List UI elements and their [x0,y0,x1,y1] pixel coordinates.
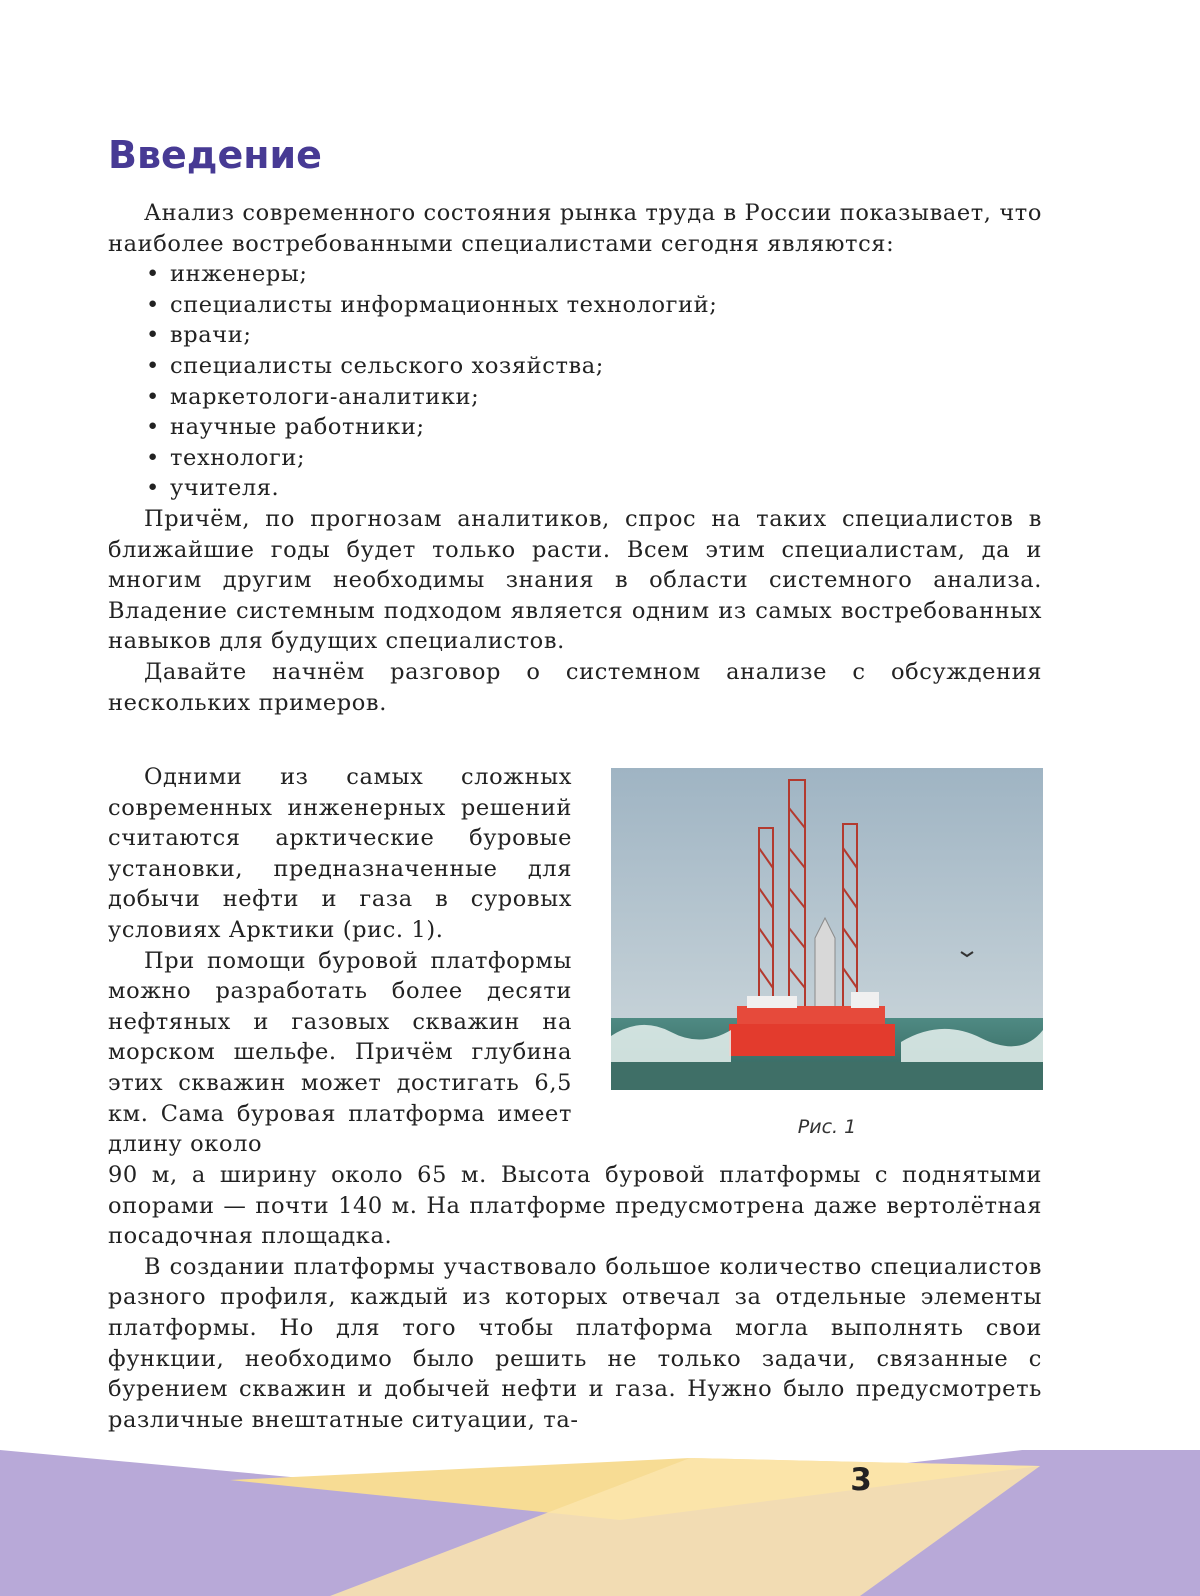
paragraph-platform-continued: 90 м, а ширину около 65 м. Высота буровой платформы с поднятыми опорами — почти 140 м. На платформе предусмотрена даже вертолётная посадочная площадка. [108,1162,1042,1250]
list-item: • инженеры; [108,259,1042,290]
page-number: 3 [850,1462,872,1498]
text-lower-section [108,1160,1042,1435]
footer-decoration [0,1450,1200,1596]
bullet-icon: • [146,291,160,318]
list-item: • врачи; [108,320,1042,351]
bullet-icon: • [146,322,160,349]
intro-paragraph: Анализ современного состояния рынка труда в России показывает, что наиболее востребованными специалистами сегодня являются: [108,200,1042,257]
intro-section [108,198,1042,718]
professions-list [108,259,1042,504]
paragraph-arctic-rigs: Одними из самых сложных современных инженерных решений считаются арктические буровые установки, предназначенные для добычи нефти и газа в суровых условиях Арктики (рис. 1). [108,764,572,943]
list-item: • специалисты информационных технологий; [108,290,1042,321]
paragraph-examples: Давайте начнём разговор о системном анализе с обсуждения нескольких примеров. [108,658,1042,716]
figure-caption: Рис. 1 [797,1116,857,1138]
list-item: • специалисты сельского хозяйства; [108,351,1042,382]
text-column-left [108,762,572,1160]
paragraph-specialists: В создании платформы участвовало большое количество специалистов разного профиля, каждый из которых отвечал за отдельные элементы платформы. Но для того чтобы платформа могла выполнять свои функции, необходимо было решить не только задачи, связанные с бурением скважин и добычей нефти и газа. Нужно было предусмотреть различные внештатные ситуации, та- [108,1253,1042,1433]
bullet-icon: • [146,444,160,471]
paragraph-demand: Причём, по прогнозам аналитиков, спрос на таких специалистов в ближайшие годы будет только расти. Всем этим специалистам, да и многим другим необходимы знания в области системного анализа. Владение системным подходом является одним из самых востребованных навыков для будущих специалистов. [108,505,1042,655]
list-item: • учителя. [108,473,1042,504]
list-item: • технологи; [108,443,1042,474]
bullet-icon: • [146,261,160,288]
drilling-platform-photo [611,768,1043,1090]
bullet-icon: • [146,383,160,410]
bullet-icon: • [146,352,160,379]
bullet-icon: • [146,475,160,502]
list-item: • маркетологи-аналитики; [108,382,1042,413]
list-item: • научные работники; [108,412,1042,443]
bullet-icon: • [146,414,160,441]
page-title: Введение [108,133,322,177]
paragraph-platform: При помощи буровой платформы можно разработать более десяти нефтяных и газовых скважин на морском шельфе. Причём глубина этих скважин может достигать 6,5 км. Сама буровая платформа имеет длину около [108,947,572,1158]
